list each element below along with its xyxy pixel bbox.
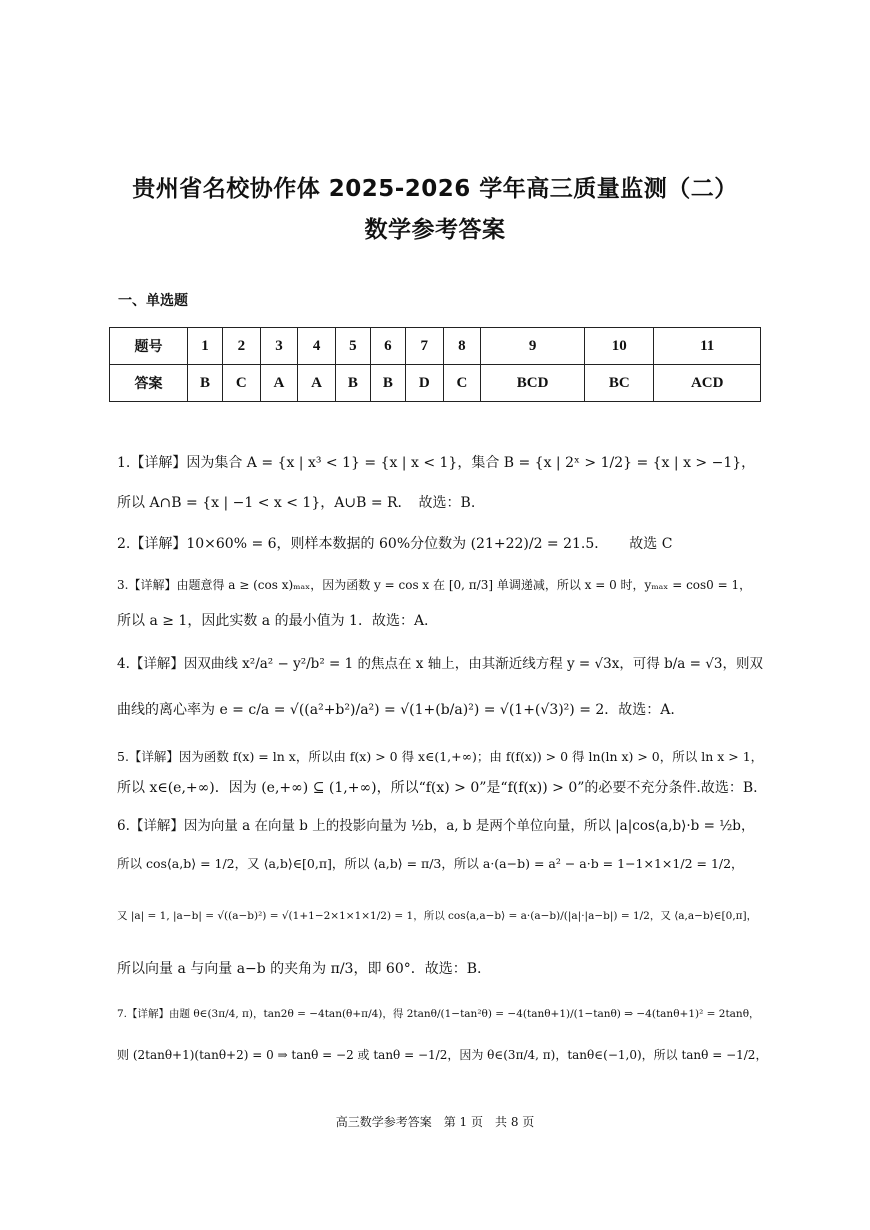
- table-cell-number: 1: [188, 328, 223, 365]
- section-heading-single-choice: 一、单选题: [118, 293, 188, 309]
- answer-table-number-row: [110, 328, 761, 365]
- solution-line: 又 |a| = 1, |a−b| = √((a−b)²) = √(1+1−2×1×1×1/2) = 1，所以 cos⟨a,a−b⟩ = a·(a−b)/(|a|·|a−b|) = 1/2，又 ⟨a,a−b⟩∈[0,π]，: [117, 910, 758, 922]
- table-cell-number: 4: [298, 328, 336, 365]
- solution-line: 曲线的离心率为 e = c/a = √((a²+b²)/a²) = √(1+(b/a)²) = √(1+(√3)²) = 2．故选：A.: [117, 702, 675, 718]
- table-cell-answer: B: [188, 365, 223, 402]
- answer-table: [109, 327, 761, 402]
- solution-line: 所以向量 a 与向量 a−b 的夹角为 π/3，即 60°．故选：B.: [117, 961, 482, 977]
- table-cell-answer: C: [443, 365, 481, 402]
- table-cell-answer: BCD: [481, 365, 585, 402]
- solution-line: 所以 a ≥ 1，因此实数 a 的最小值为 1．故选：A.: [117, 613, 429, 629]
- solution-line: 7.【详解】由题 θ∈(3π/4, π)，tan2θ = −4tan(θ+π/4)，得 2tanθ/(1−tan²θ) = −4(tanθ+1)/(1−tanθ) ⇒ −4(tanθ+1)² = 2tanθ，: [117, 1008, 760, 1020]
- table-cell-answer: ACD: [654, 365, 761, 402]
- table-cell-number: 9: [481, 328, 585, 365]
- table-cell-answer: B: [335, 365, 370, 402]
- table-header-answer: 答案: [110, 365, 188, 402]
- table-cell-answer: D: [405, 365, 443, 402]
- solution-line: 3.【详解】由题意得 a ≥ (cos x)ₘₐₓ，因为函数 y = cos x 在 [0, π/3] 单调递减，所以 x = 0 时，yₘₐₓ = cos0 = 1，: [117, 578, 752, 592]
- document-subtitle: 数学参考答案: [364, 217, 506, 243]
- table-header-number: 题号: [110, 328, 188, 365]
- table-cell-number: 5: [335, 328, 370, 365]
- table-cell-answer: C: [223, 365, 261, 402]
- table-cell-number: 11: [654, 328, 761, 365]
- document-title: 贵州省名校协作体 2025-2026 学年高三质量监测（二）: [132, 176, 738, 202]
- page-footer: 高三数学参考答案 第 1 页 共 8 页: [335, 1115, 535, 1129]
- table-cell-number: 6: [370, 328, 405, 365]
- solution-line: 所以 x∈(e,+∞)．因为 (e,+∞) ⊆ (1,+∞)，所以“f(x) > 0”是“f(f(x)) > 0”的必要不充分条件.故选：B.: [117, 780, 758, 796]
- table-cell-number: 10: [585, 328, 654, 365]
- answer-table-answer-row: [110, 365, 761, 402]
- table-cell-number: 2: [223, 328, 261, 365]
- solution-line: 4.【详解】因双曲线 x²/a² − y²/b² = 1 的焦点在 x 轴上，由其渐近线方程 y = √3x，可得 b/a = √3，则双: [117, 656, 763, 672]
- solution-line: 所以 cos⟨a,b⟩ = 1/2，又 ⟨a,b⟩∈[0,π]，所以 ⟨a,b⟩ = π/3，所以 a·(a−b) = a² − a·b = 1−1×1×1/2 = 1/2，: [117, 856, 744, 871]
- solution-line: 则 (2tanθ+1)(tanθ+2) = 0 ⇒ tanθ = −2 或 tanθ = −1/2，因为 θ∈(3π/4, π)，tanθ∈(−1,0)，所以 tanθ = −1/2，: [117, 1048, 768, 1062]
- solution-line: 2.【详解】10×60% = 6，则样本数据的 60%分位数为 (21+22)/2 = 21.5． 故选 C: [117, 536, 673, 552]
- table-cell-number: 7: [405, 328, 443, 365]
- solution-line: 5.【详解】因为函数 f(x) = ln x，所以由 f(x) > 0 得 x∈(1,+∞)；由 f(f(x)) > 0 得 ln(ln x) > 0，所以 ln x > 1，: [117, 749, 764, 764]
- table-cell-answer: A: [260, 365, 298, 402]
- solution-line: 6.【详解】因为向量 a 在向量 b 上的投影向量为 ½b，a, b 是两个单位向量，所以 |a|cos⟨a,b⟩·b = ½b，: [117, 818, 755, 834]
- table-cell-answer: B: [370, 365, 405, 402]
- table-cell-number: 3: [260, 328, 298, 365]
- table-cell-number: 8: [443, 328, 481, 365]
- solution-line: 1.【详解】因为集合 A = {x | x³ < 1} = {x | x < 1}，集合 B = {x | 2ˣ > 1/2} = {x | x > −1}，: [117, 455, 756, 471]
- table-cell-answer: A: [298, 365, 336, 402]
- table-cell-answer: BC: [585, 365, 654, 402]
- solution-line: 所以 A∩B = {x | −1 < x < 1}，A∪B = R． 故选：B.: [117, 495, 476, 511]
